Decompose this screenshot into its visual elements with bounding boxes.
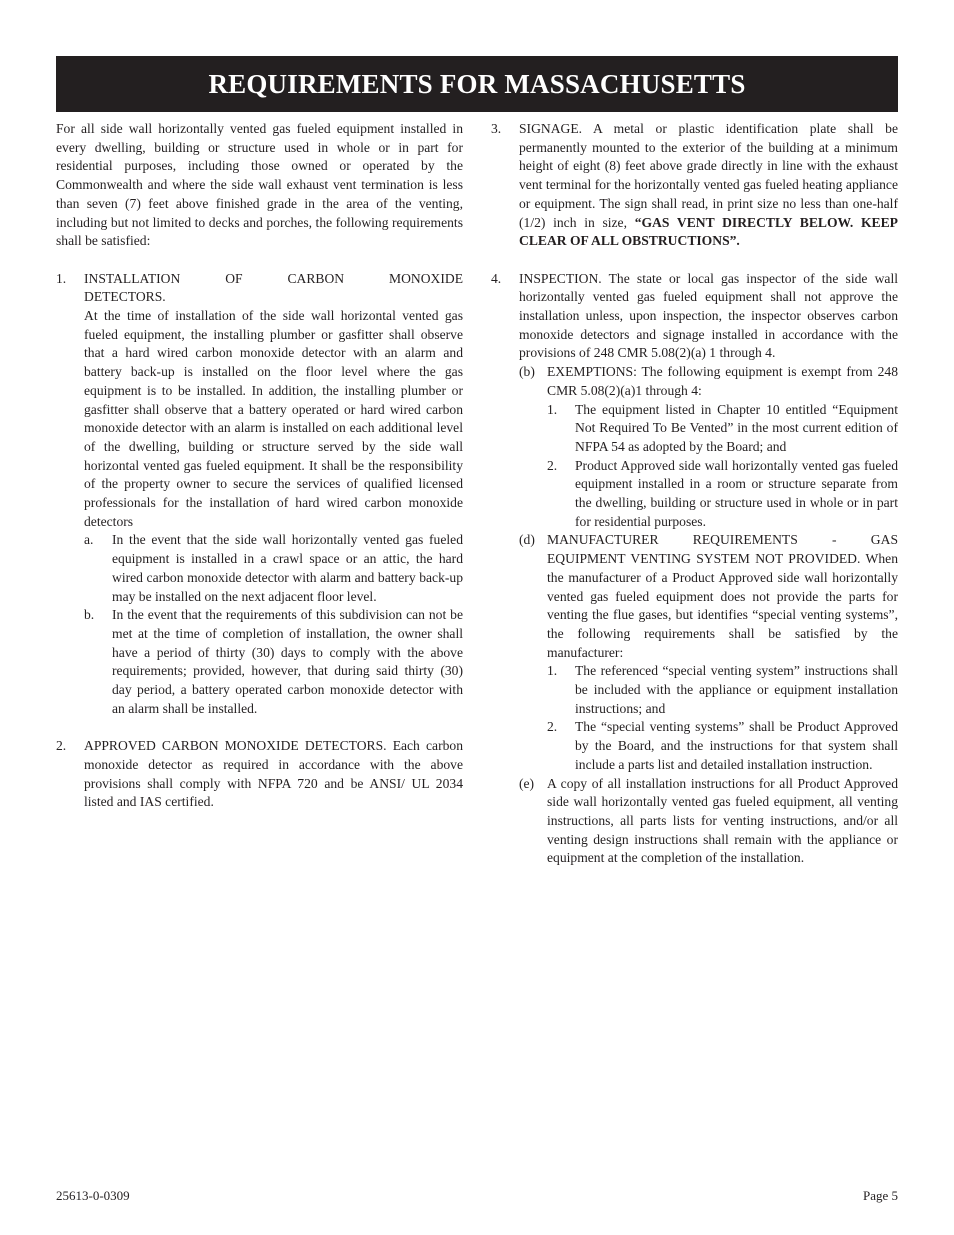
subitem-d-1 xyxy=(547,662,898,718)
subitem-number: 1. xyxy=(547,663,558,679)
subitem-number: (e) xyxy=(519,775,535,791)
intro-paragraph: For all side wall horizontally vented gas fueled equipment installed in every dwelling, building or structure used in whole or in part for residential purposes, including those owned or operated by the Commonwealth and where the side wall exhaust vent termination is less than seven (7) feet above finished grade in the area of the venting, including but not limited to decks and porches, the following requirements shall be satisfied: xyxy=(56,121,463,249)
subitem-number: a. xyxy=(84,532,94,548)
item-heading: INSTALLATION OF CARBON MONOXIDE xyxy=(84,270,463,286)
sign-wording: “GAS VENT DIRECTLY BELOW. KEEP CLEAR OF ALL OBSTRUCTIONS”. xyxy=(519,214,898,249)
page-number: Page 5 xyxy=(862,1188,898,1203)
item-body: APPROVED CARBON MONOXIDE DETECTORS. Each carbon monoxide detector as required in accordance with the above provisions shall comply with NFPA 720 and be ANSI/ UL 2034 listed and IAS certified. xyxy=(84,738,463,810)
item-number: 4. xyxy=(491,270,502,286)
item-3-signage xyxy=(491,120,898,251)
subitem-number: 1. xyxy=(547,401,558,417)
subitem-b xyxy=(84,606,463,718)
right-column xyxy=(491,120,898,868)
subitem-text: The referenced “special venting system” instructions shall be included with the appliance or equipment installation instructions; and xyxy=(575,663,898,716)
subitem-text: EXEMPTIONS: The following equipment is exempt from 248 CMR 5.08(2)(a)1 through 4: xyxy=(547,364,898,398)
item-1-co-detectors xyxy=(56,270,463,719)
subitem-b-2 xyxy=(547,457,898,532)
subitem-text: The equipment listed in Chapter 10 entitled “Equipment Not Required To Be Vented” in the most current edition of NFPA 54 as adopted by the Board; and xyxy=(575,401,898,454)
item-body: At the time of installation of the side wall horizontal vented gas fueled equipment, the installing plumber or gasfitter shall observe that a hard wired carbon monoxide detector with an alarm and battery back-up is installed on the floor level where the gas equipment is to be installed. In addition, the installing plumber or gasfitter shall observe that a battery operated or hard wired carbon monoxide detector with an alarm is installed on each additional level of the dwelling, building or structure served by the side wall horizontal vented gas fueled equipment. It shall be the responsibility of the property owner to secure the services of qualified licensed professionals for the installation of hard wired carbon monoxide detectors xyxy=(84,308,463,529)
subitem-heading: MANUFACTURER REQUIREMENTS - GAS xyxy=(547,532,898,548)
subitem-number: 2. xyxy=(547,719,558,735)
item-body xyxy=(519,120,898,251)
item-body: INSPECTION. The state or local gas inspector of the side wall horizontally vented gas fueled equipment shall not approve the installation unless, upon inspection, the inspector observes carbon monoxide detectors and signage installed in accordance with the provisions of 248 CMR 5.08(2)(a) 1 through 4. xyxy=(519,270,898,361)
subitem-b-exemptions xyxy=(519,363,898,531)
subitem-e-copy xyxy=(519,775,898,869)
item-4-inspection xyxy=(491,270,898,869)
page-title: REQUIREMENTS FOR MASSACHUSETTS xyxy=(208,68,746,99)
subitem-number: 2. xyxy=(547,457,558,473)
subitem-d-manufacturer xyxy=(519,531,898,774)
subitem-number: b. xyxy=(84,607,95,623)
subitem-number: (d) xyxy=(519,532,535,548)
item-body-text: SIGNAGE. A metal or plastic identification plate shall be permanently mounted to the exterior of the building at a minimum height of eight (8) feet above grade directly in line with the exhaust vent terminal for the horizontally vented gas fueled heating appliance or equipment. The sign shall read, in print size no less than one-half (1/2) inch in size, xyxy=(519,121,898,230)
document-number: 25613-0-0309 xyxy=(56,1188,130,1203)
subitem-text: In the event that the requirements of this subdivision can not be met at the time of completion of installation, the owner shall have a period of thirty (30) days to comply with the above requirements; provided, however, that during said thirty (30) day period, a battery operated carbon monoxide detector with an alarm shall be installed. xyxy=(112,607,463,716)
item-number: 1. xyxy=(56,270,67,286)
subitem-d-2 xyxy=(547,718,898,774)
page-title-banner xyxy=(56,56,898,112)
subitem-text: A copy of all installation instructions for all Product Approved side wall horizontally vented gas fueled equipment, all venting instructions, all parts lists for venting instructions, and/or all venting design instructions shall remain with the appliance or equipment at the completion of the installation. xyxy=(547,775,898,866)
subitem-text: Product Approved side wall horizontally vented gas fueled equipment installed in a room or structure separate from the dwelling, building or structure used in whole or in part for residential purposes. xyxy=(575,457,898,529)
subitem-text: EQUIPMENT VENTING SYSTEM NOT PROVIDED. When the manufacturer of a Product Approved side wall horizontally vented gas fueled equipment does not provide the parts for venting the flue gases, but identifies “special venting systems”, the following requirements shall be satisfied by the manufacturer: xyxy=(547,551,898,660)
subitem-text: In the event that the side wall horizontally vented gas fueled equipment is installed in a crawl space or an attic, the hard wired carbon monoxide detector with alarm and battery back-up may be installed on the next adjacent floor level. xyxy=(112,532,463,604)
item-number: 2. xyxy=(56,738,67,754)
item-2-approved-detectors xyxy=(56,737,463,812)
subitem-number: (b) xyxy=(519,364,535,380)
item-number: 3. xyxy=(491,121,502,136)
subitem-text: The “special venting systems” shall be Product Approved by the Board, and the instructions for that system shall include a parts list and detailed installation instruction. xyxy=(575,719,898,772)
subitem-a xyxy=(84,531,463,606)
left-column xyxy=(56,120,463,812)
item-heading-continued: DETECTORS. xyxy=(84,289,166,305)
subitem-b-1 xyxy=(547,401,898,457)
